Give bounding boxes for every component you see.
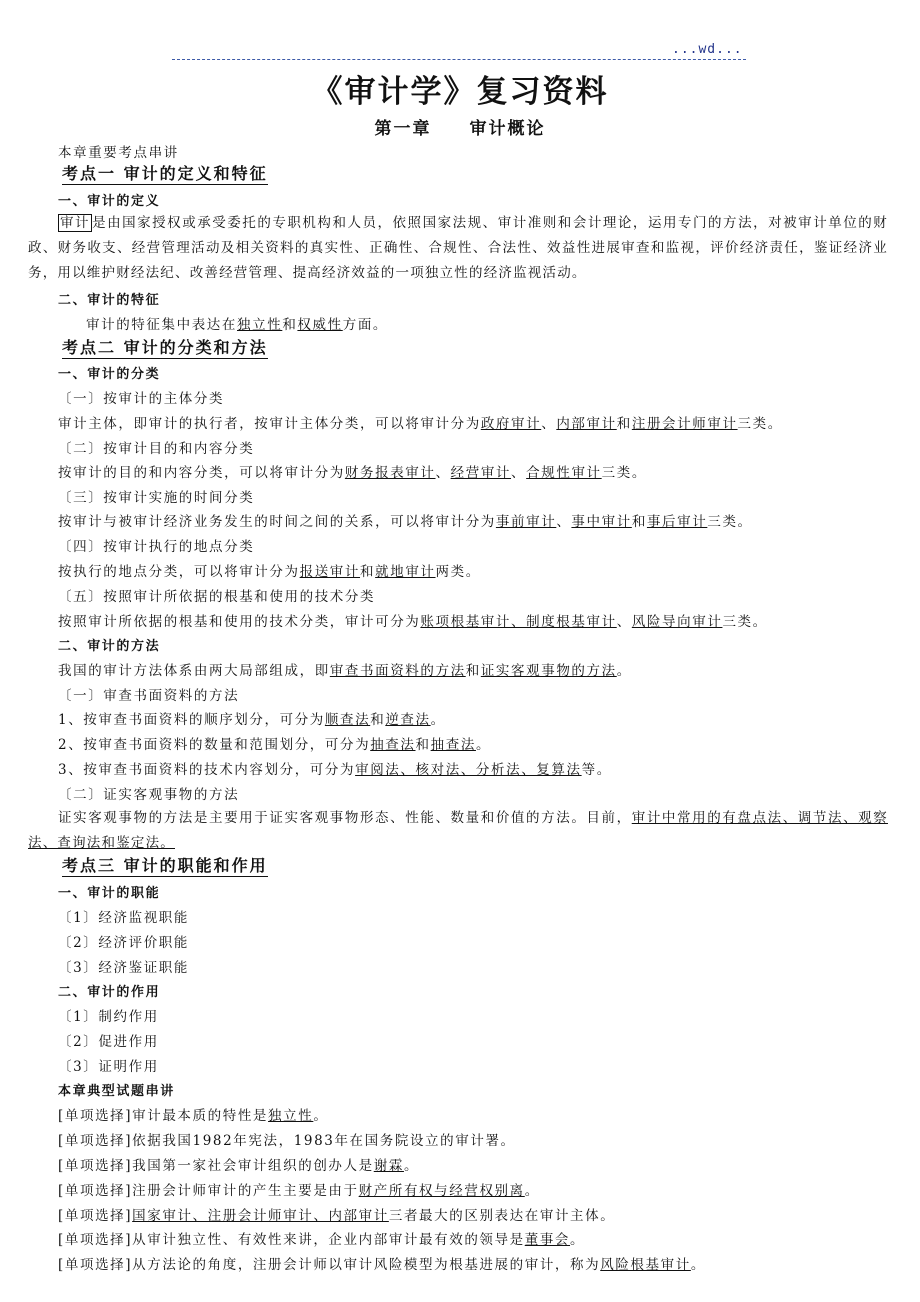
kd2-m1: 〔一〕审查书面资料的方法: [58, 688, 240, 704]
kd2-m1c: 3、按审查书面资料的技术内容划分，可分为审阅法、核对法、分析法、复算法等。: [58, 762, 612, 778]
kd2-s3: 〔三〕按审计实施的时间分类: [58, 490, 255, 506]
quiz-q1: [单项选择]审计最本质的特性是独立性。: [58, 1108, 329, 1124]
document-title: 《审计学》复习资料: [311, 74, 609, 110]
quiz-title: 本章典型试题串讲: [58, 1084, 175, 1099]
kd3-f1: 〔1〕经济监视职能: [58, 910, 189, 926]
kd2-m1b: 2、按审查书面资料的数量和范围划分，可分为抽查法和抽查法。: [58, 737, 492, 753]
quiz-q6: [单项选择]从审计独立性、有效性来讲，企业内部审计最有效的领导是董事会。: [58, 1232, 586, 1248]
kd3-f3: 〔3〕经济鉴证职能: [58, 960, 189, 976]
kd2-p2: 按审计的目的和内容分类，可以将审计分为财务报表审计、经营审计、合规性审计三类。: [58, 465, 647, 481]
kd2-p4: 按执行的地点分类，可以将审计分为报送审计和就地审计两类。: [58, 564, 481, 580]
kd2-s2: 〔二〕按审计目的和内容分类: [58, 441, 255, 457]
kd2-m2: 〔二〕证实客观事物的方法: [58, 787, 240, 803]
kd2-p3: 按审计与被审计经济业务发生的时间之间的关系，可以将审计分为事前审计、事中审计和事后审计三类。: [58, 514, 753, 530]
quiz-q4: [单项选择]注册会计师审计的产生主要是由于财产所有权与经营权别离。: [58, 1183, 540, 1199]
kd2-s5: 〔五〕按照审计所依据的根基和使用的技术分类: [58, 589, 376, 605]
feature-line: 审计的特征集中表达在独立性和权威性方面。: [86, 317, 389, 333]
kd2-p5: 按照审计所依据的根基和使用的技术分类，审计可分为账项根基审计、制度根基审计、风险导向审计三类。: [58, 614, 768, 630]
kd3-h1: 一、审计的职能: [58, 886, 161, 901]
kd2-p1: 审计主体，即审计的执行者，按审计主体分类，可以将审计分为政府审计、内部审计和注册会计师审计三类。: [58, 416, 783, 432]
kd2-h2: 二、审计的方法: [58, 639, 161, 654]
chapter-name: 审计概论: [469, 119, 546, 139]
kd3-h2: 二、审计的作用: [58, 985, 161, 1000]
kd2-s4: 〔四〕按审计执行的地点分类: [58, 539, 255, 555]
kd2-m1a: 1、按审查书面资料的顺序划分，可分为顺查法和逆查法。: [58, 712, 446, 728]
kd1-h1: 一、审计的定义: [58, 194, 161, 209]
kd2-title: 考点二 审计的分类和方法: [62, 338, 268, 357]
quiz-q7: [单项选择]从方法论的角度，注册会计师以审计风险模型为根基进展的审计，称为风险根基审计。: [58, 1257, 706, 1273]
kd1-title: 考点一 审计的定义和特征: [62, 164, 268, 183]
quiz-q3: [单项选择]我国第一家社会审计组织的创办人是谢霖。: [58, 1158, 420, 1174]
kd2-m0: 我国的审计方法体系由两大局部组成，即审查书面资料的方法和证实客观事物的方法。: [58, 663, 632, 679]
intro-label: 本章重要考点串讲: [58, 145, 179, 161]
kd3-title: 考点三 审计的职能和作用: [62, 856, 268, 875]
quiz-q5: [单项选择]国家审计、注册会计师审计、内部审计三者最大的区别表达在审计主体。: [58, 1208, 616, 1224]
definition-paragraph: [28, 211, 888, 286]
chapter-number: 第一章: [374, 119, 432, 139]
kd3-r1: 〔1〕制约作用: [58, 1009, 159, 1025]
definition-term: 审计: [60, 215, 91, 231]
kd2-h1: 一、审计的分类: [58, 367, 161, 382]
header-mark: ...wd...: [672, 42, 743, 57]
kd2-m2-paragraph: 证实客观事物的方法是主要用于证实客观事物形态、性能、数量和价值的方法。目前，审计中常用的有盘点法、调节法、观察法、查询法和鉴定法。: [28, 810, 888, 851]
kd2-s1: 〔一〕按审计的主体分类: [58, 391, 225, 407]
definition-text: 是由国家授权或承受委托的专职机构和人员，依照国家法规、审计准则和会计理论，运用专门的方法，对被审计单位的财政、财务收支、经营管理活动及相关资料的真实性、正确性、合规性、合法性、效益性进展审查和监视，评价经济责任，鉴证经济业务，用以维护财经法纪、改善经营管理、提高经济效益的一项独立性的经济监视活动。: [28, 215, 888, 281]
kd3-r2: 〔2〕促进作用: [58, 1034, 159, 1050]
kd1-h2: 二、审计的特征: [58, 293, 161, 308]
header-rule: [172, 59, 746, 60]
chapter-heading: [0, 114, 920, 139]
kd3-f2: 〔2〕经济评价职能: [58, 935, 189, 951]
kd3-r3: 〔3〕证明作用: [58, 1059, 159, 1075]
quiz-q2: [单项选择]依据我国1982年宪法，1983年在国务院设立的审计署。: [58, 1133, 516, 1149]
